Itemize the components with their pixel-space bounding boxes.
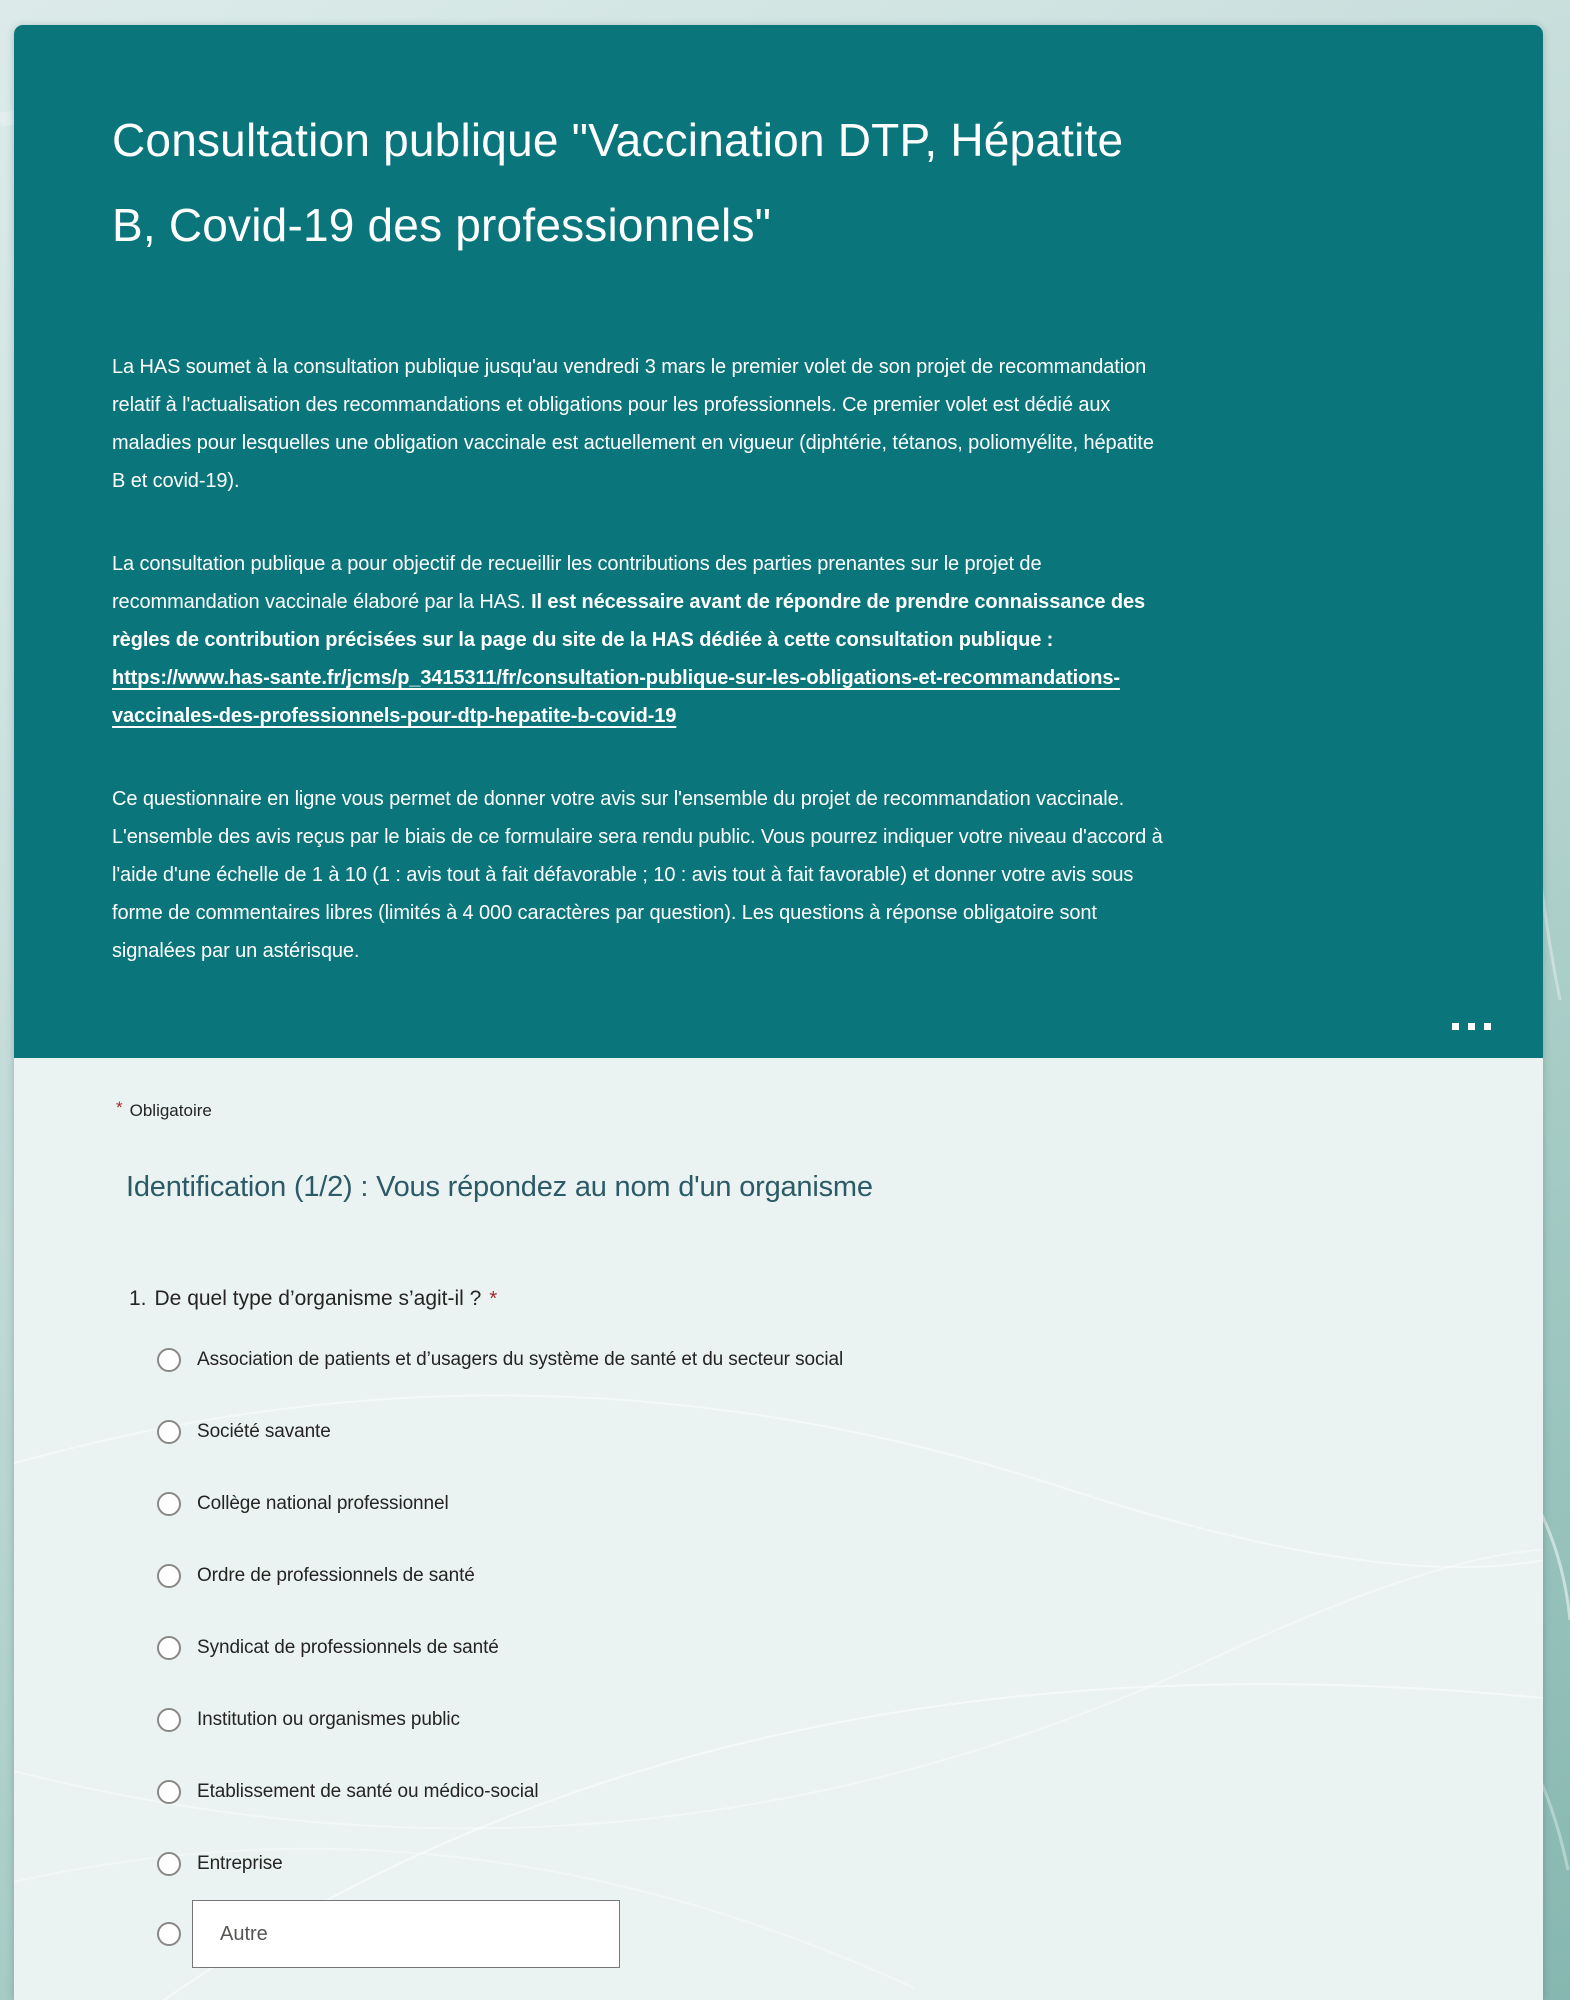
option-label: Etablissement de santé ou médico-social [197, 1781, 539, 1802]
form-header [14, 25, 1543, 1058]
required-asterisk: * [116, 1098, 123, 1117]
form-body [14, 1058, 1543, 2000]
options-list [157, 1348, 1445, 1968]
option-row [157, 1852, 1445, 1876]
option-radio[interactable] [157, 1780, 181, 1804]
required-note [116, 1098, 1445, 1121]
required-note-label: Obligatoire [129, 1101, 212, 1120]
option-label: Association de patients et d’usagers du système de santé et du secteur social [197, 1349, 844, 1370]
option-label: Entreprise [197, 1853, 283, 1874]
other-option-input[interactable] [192, 1900, 620, 1968]
option-radio[interactable] [157, 1564, 181, 1588]
option-row [157, 1564, 1445, 1588]
form-card [14, 25, 1543, 2000]
option-row [157, 1348, 1445, 1372]
form-title: Consultation publique "Vaccination DTP, Hépatite B, Covid-19 des professionnels" [112, 114, 1124, 251]
option-radio[interactable] [157, 1420, 181, 1444]
option-radio[interactable] [157, 1708, 181, 1732]
question-title [129, 1287, 1445, 1311]
option-label: Institution ou organismes public [197, 1709, 460, 1730]
option-row-other [157, 1900, 1445, 1968]
option-label: Société savante [197, 1421, 331, 1442]
more-options-button[interactable] [1448, 1019, 1495, 1034]
question-block [112, 1287, 1445, 1968]
option-label: Syndicat de professionnels de santé [197, 1637, 499, 1658]
option-label: Collège national professionnel [197, 1493, 449, 1514]
option-row [157, 1708, 1445, 1732]
question-number: 1. [129, 1287, 147, 1310]
option-row [157, 1636, 1445, 1660]
question-text: De quel type d’organisme s’agit-il ? [154, 1287, 482, 1310]
intro-paragraph-2-bold: Il est nécessaire avant de répondre de prendre connaissance des règles de contribution précisées sur la page du site de la HAS dédiée à cette consultation publique : [112, 591, 1146, 651]
option-radio[interactable] [157, 1348, 181, 1372]
option-label: Ordre de professionnels de santé [197, 1565, 475, 1586]
intro-paragraph-2-text: La consultation publique a pour objectif de recueillir les contributions des parties prenantes sur le projet de recommandation vaccinale élaboré par la HAS. [112, 553, 1042, 613]
question-required-asterisk: * [489, 1288, 498, 1310]
intro-paragraph-3: Ce questionnaire en ligne vous permet de donner votre avis sur l'ensemble du projet de recommandation vaccinale. L'ensemble des avis reçus par le biais de ce formulaire sera rendu public. Vous pourrez indiquer votre niveau d'accord à l'aide d'une échelle de 1 à 10 (1 : avis tout à fait défavorable ; 10 : avis tout à fait favorable) et donner votre avis sous forme de commentaires libres (limités à 4 000 caractères par question). Les questions à réponse obligatoire sont signalées par un astérisque. [112, 788, 1163, 962]
option-row [157, 1492, 1445, 1516]
has-consultation-link[interactable]: https://www.has-sante.fr/jcms/p_3415311/fr/consultation-publique-sur-les-obligations-et-recommandations-vaccinales-des-professionnels-pour-dtp-hepatite-b-covid-19 [112, 667, 1120, 727]
option-row [157, 1780, 1445, 1804]
ellipsis-dot [1452, 1023, 1459, 1030]
ellipsis-dot [1468, 1023, 1475, 1030]
option-row [157, 1420, 1445, 1444]
option-radio[interactable] [157, 1636, 181, 1660]
intro-paragraph-1: La HAS soumet à la consultation publique jusqu'au vendredi 3 mars le premier volet de son projet de recommandation relatif à l'actualisation des recommandations et obligations pour les professionnels. Ce premier volet est dédié aux maladies pour lesquelles une obligation vaccinale est actuellement en vigueur (diphtérie, tétanos, poliomyélite, hépatite B et covid-19). [112, 356, 1154, 492]
option-radio[interactable] [157, 1922, 181, 1946]
option-radio[interactable] [157, 1492, 181, 1516]
intro-paragraph-2 [112, 545, 1168, 735]
ellipsis-dot [1484, 1023, 1491, 1030]
section-title: Identification (1/2) : Vous répondez au nom d'un organisme [126, 1171, 873, 1203]
option-radio[interactable] [157, 1852, 181, 1876]
